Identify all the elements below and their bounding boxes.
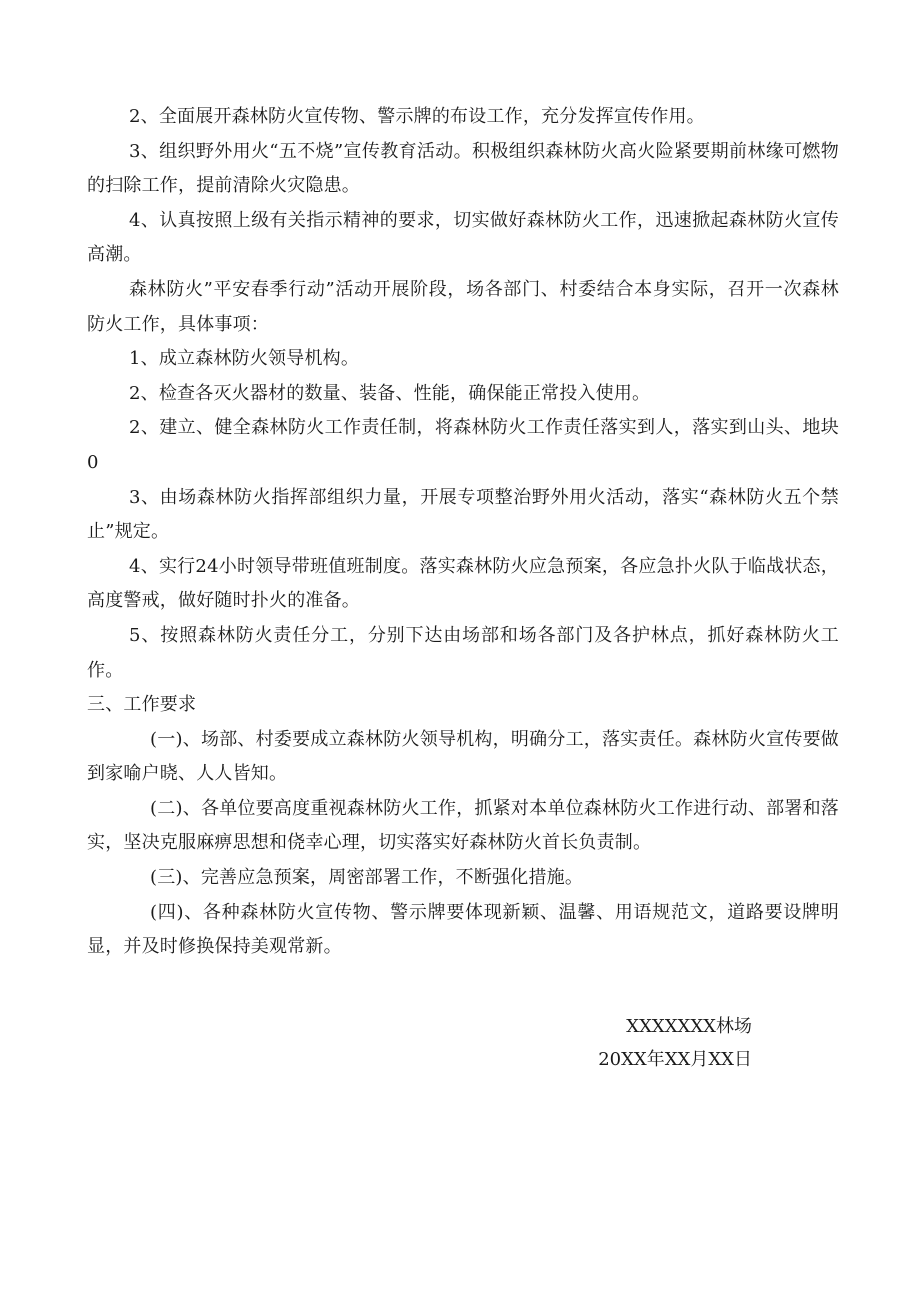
paragraph: 3、由场森林防火指挥部组织力量，开展专项整治野外用火活动，落实“森林防火五个禁止”规定。 [87, 486, 839, 543]
requirement-item: (四)、各种森林防火宣传物、警示牌要体现新颖、温馨、用语规范文，道路要设牌明显，并及时修换保持美观常新。 [87, 901, 839, 958]
paragraph: 森林防火”平安春季行动”活动开展阶段，场各部门、村委结合本身实际，召开一次森林防火工作，具体事项： [87, 278, 839, 335]
paragraph: 3、组织野外用火“五不烧”宣传教育活动。积极组织森林防火高火险紧要期前林缘可燃物的扫除工作，提前清除火灾隐患。 [87, 140, 839, 197]
signature-organization: XXXXXXX林场 [626, 1016, 752, 1037]
signature-block [598, 1010, 752, 1076]
section-heading: 三、工作要求 [87, 694, 197, 716]
requirement-item: (三)、完善应急预案，周密部署工作，不断强化措施。 [150, 867, 584, 889]
paragraph: 2、全面展开森林防火宣传物、警示牌的布设工作，充分发挥宣传作用。 [129, 106, 705, 127]
requirement-item: (一)、场部、村委要成立森林防火领导机构，明确分工，落实责任。森林防火宣传要做到家喻户晓、人人皆知。 [87, 728, 839, 785]
paragraph: 5、按照森林防火责任分工，分别下达由场部和场各部门及各护林点，抓好森林防火工作。 [87, 624, 839, 681]
document-body [87, 100, 839, 965]
paragraph: 4、认真按照上级有关指示精神的要求，切实做好森林防火工作，迅速掀起森林防火宣传高潮。 [87, 209, 839, 266]
signature-date: 20XX年XX月XX日 [598, 1049, 752, 1070]
paragraph: 2、建立、健全森林防火工作责任制，将森林防火工作责任落实到人，落实到山头、地块0 [87, 417, 839, 473]
paragraph: 4、实行24小时领导带班值班制度。落实森林防火应急预案，各应急扑火队于临战状态，高度警戒，做好随时扑火的准备。 [87, 555, 839, 612]
requirement-item: (二)、各单位要高度重视森林防火工作，抓紧对本单位森林防火工作进行动、部署和落实，坚决克服麻痹思想和侥幸心理，切实落实好森林防火首长负责制。 [87, 797, 839, 854]
paragraph: 1、成立森林防火领导机构。 [129, 348, 360, 370]
paragraph: 2、检查各灭火器材的数量、装备、性能，确保能正常投入使用。 [129, 382, 651, 404]
